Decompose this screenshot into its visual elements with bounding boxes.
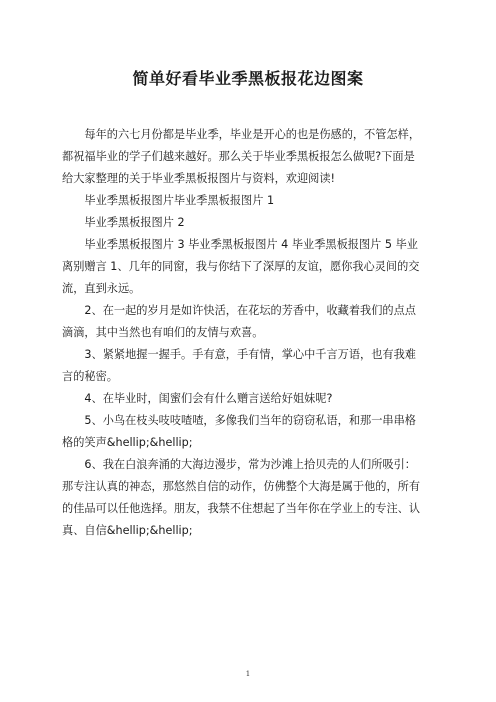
paragraph: 3、紧紧地握一握手。手有意，手有情，掌心中千言万语，也有我难言的秘密。 <box>62 348 416 383</box>
document-title: 简单好看毕业季黑板报花边图案 <box>132 69 364 88</box>
paragraph: 毕业季黑板报图片 2 <box>84 216 185 229</box>
document-body <box>62 124 426 542</box>
paragraph: 5、小鸟在枝头吱吱喳喳，多像我们当年的窃窃私语，和那一串串格格的笑声&hellip;&hellip; <box>62 414 416 449</box>
paragraph: 2、在一起的岁月是如许快活，在花坛的芳香中，收藏着我们的点点滴滴，其中当然也有咱们的友情与欢喜。 <box>62 304 416 339</box>
page-number: 1 <box>245 670 251 678</box>
paragraph: 6、我在白浪奔涌的大海边漫步，常为沙滩上拾贝壳的人们所吸引：那专注认真的神态，那悠然自信的动作，仿佛整个大海是属于他的，所有的佳品可以任他选择。朋友，我禁不住想起了当年你在学业上的专注、认真、自信&hellip;&hellip; <box>62 458 421 537</box>
paragraph: 毕业季黑板报图片 3 毕业季黑板报图片 4 毕业季黑板报图片 5 毕业离别赠言 1、几年的同窗，我与你结下了深厚的友谊，愿你我心灵间的交流，直到永远。 <box>62 238 420 295</box>
paragraph: 毕业季黑板报图片毕业季黑板报图片 1 <box>84 194 275 207</box>
paragraph: 每年的六七月份都是毕业季，毕业是开心的也是伤感的，不管怎样，都祝福毕业的学子们越来越好。那么关于毕业季黑板报怎么做呢?下面是 给大家整理的关于毕业季黑板报图片与资料，欢迎阅读! <box>62 128 421 185</box>
paragraph: 4、在毕业时，闺蜜们会有什么赠言送给好姐妹呢? <box>84 392 333 405</box>
